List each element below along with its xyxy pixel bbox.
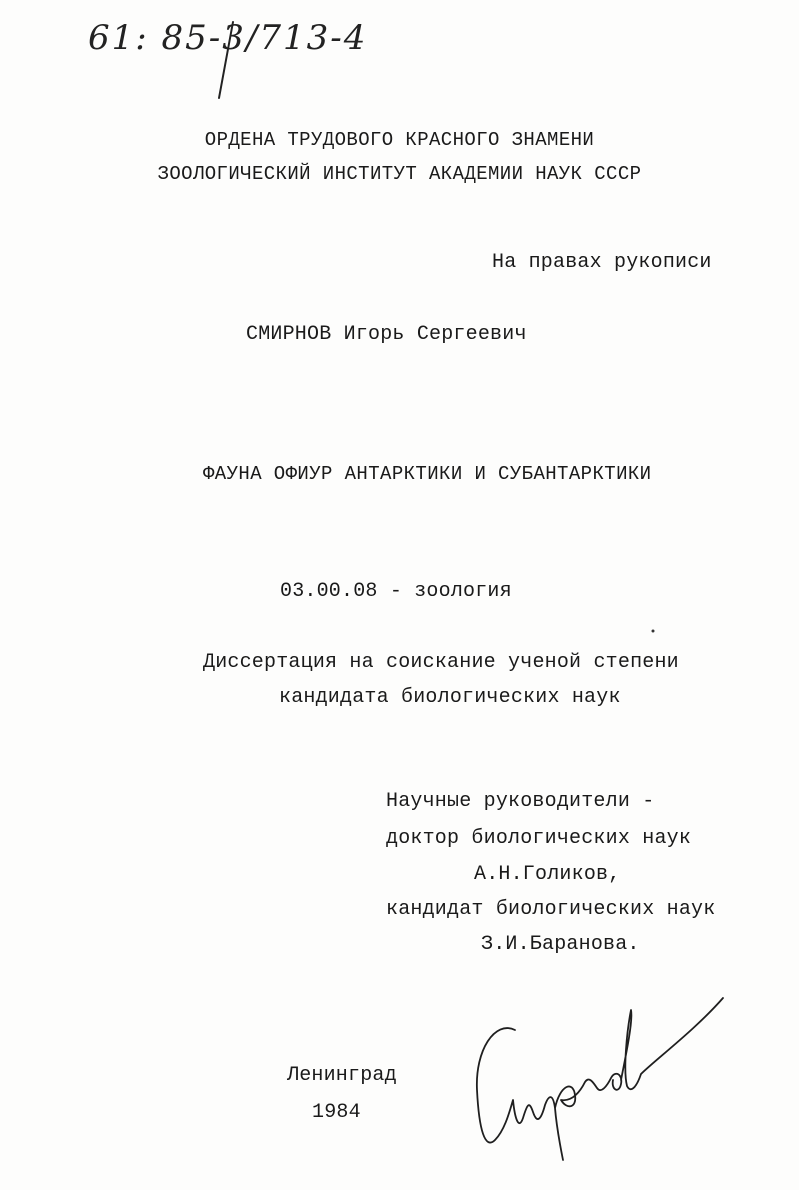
institution-line-2: ЗООЛОГИЧЕСКИЙ ИНСТИТУТ АКАДЕМИИ НАУК СССР — [157, 163, 642, 185]
year: 1984 — [312, 1101, 361, 1124]
supervisor-1-name: А.Н.Голиков, — [474, 863, 621, 886]
handwritten-slash-mark — [205, 20, 255, 100]
author-signature — [455, 990, 745, 1180]
scan-speck — [650, 628, 656, 634]
institution-line-1: ОРДЕНА ТРУДОВОГО КРАСНОГО ЗНАМЕНИ — [204, 129, 595, 151]
degree-line-1: Диссертация на соискание ученой степени — [203, 651, 679, 674]
city: Ленинград — [287, 1064, 397, 1087]
supervisor-2-name: З.И.Баранова. — [481, 933, 640, 956]
author-name: СМИРНОВ Игорь Сергеевич — [246, 323, 527, 346]
manuscript-rights-note: На правах рукописи — [492, 251, 712, 274]
supervisor-1-degree: доктор биологических наук — [386, 827, 692, 850]
specialty-code: 03.00.08 - зоология — [280, 580, 512, 603]
degree-line-2: кандидата биологических наук — [279, 686, 621, 709]
dissertation-title: ФАУНА ОФИУР АНТАРКТИКИ И СУБАНТАРКТИКИ — [203, 463, 652, 485]
supervisors-heading: Научные руководители - — [386, 790, 655, 813]
archive-code-handwritten: 61: 85-3/713-4 — [88, 18, 368, 58]
supervisor-2-degree: кандидат биологических наук — [386, 898, 716, 921]
